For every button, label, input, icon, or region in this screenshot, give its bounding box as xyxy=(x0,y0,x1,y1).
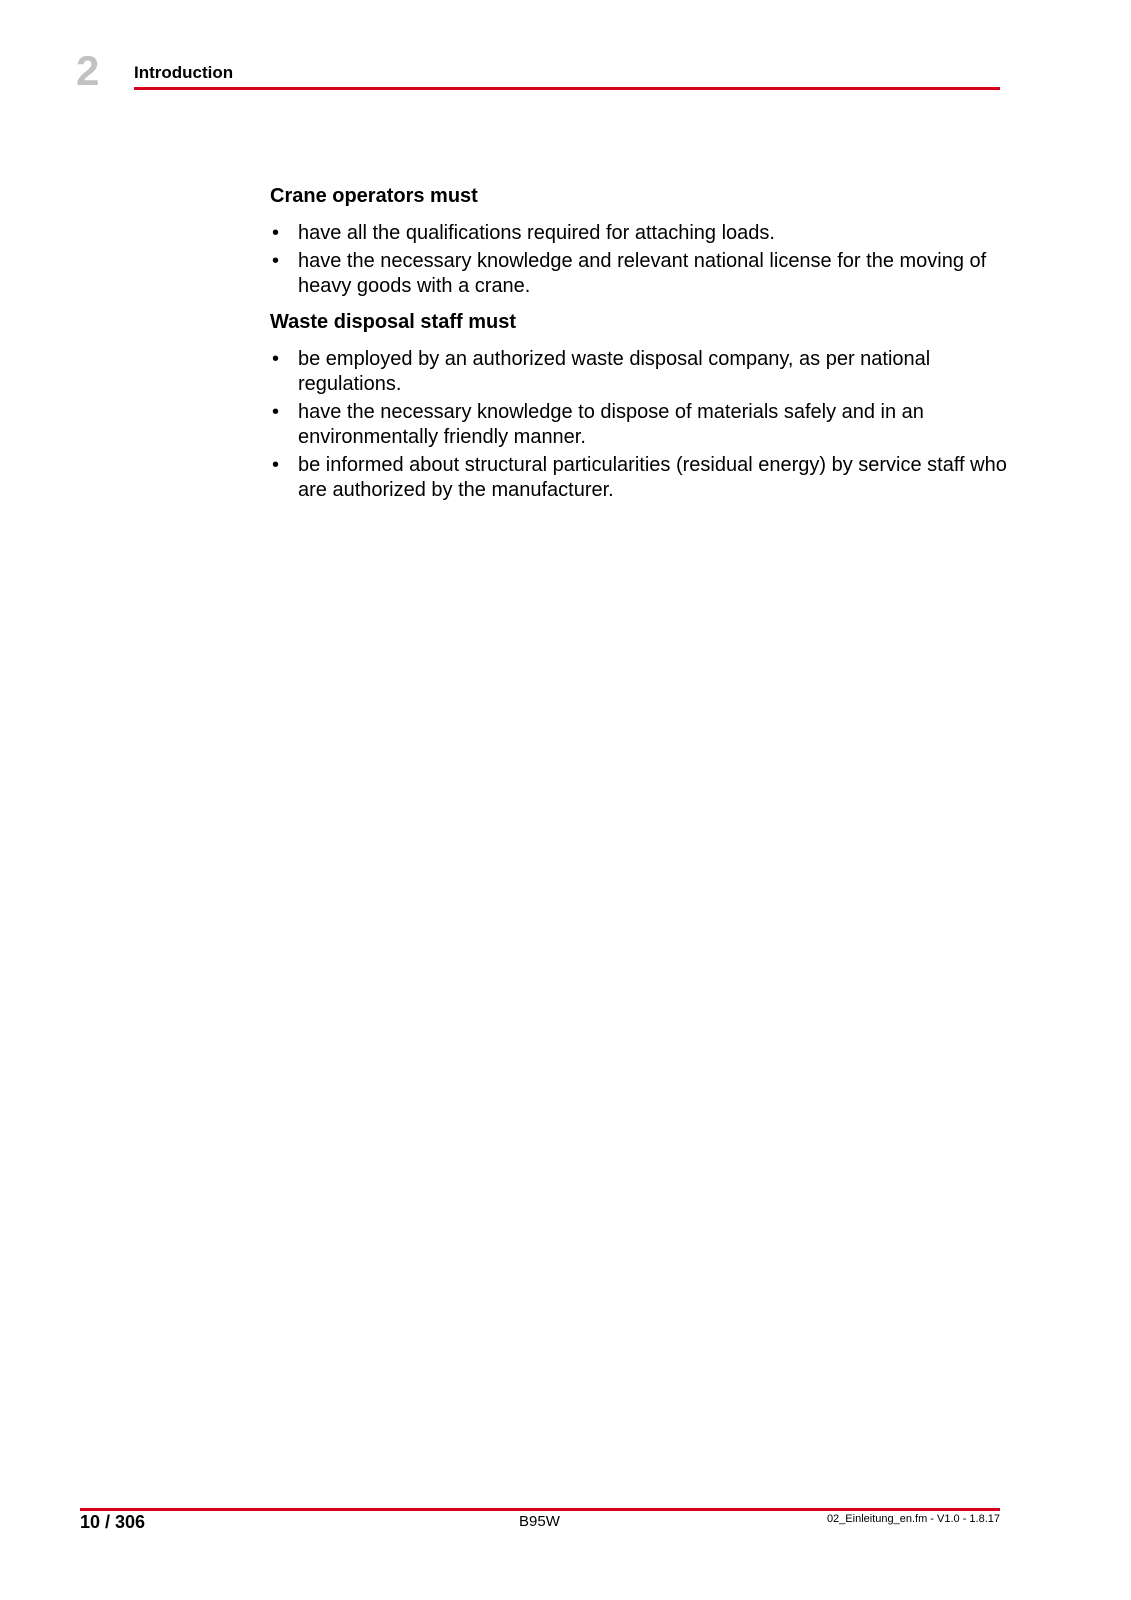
list-item xyxy=(270,347,1010,397)
list-item-text: have the necessary knowledge and relevant national license for the moving of heavy goods with a crane. xyxy=(298,250,987,297)
section-heading: Crane operators must xyxy=(270,185,478,207)
list-item-text: be informed about structural particularities (residual energy) by service staff who are authorized by the manufacturer. xyxy=(298,454,1007,501)
main-content xyxy=(270,183,1010,513)
list-item xyxy=(270,400,1010,450)
bullet-marker: • xyxy=(272,401,280,423)
file-info: 02_Einleitung_en.fm - V1.0 - 1.8.17 xyxy=(826,1513,1000,1525)
model-name: B95W xyxy=(519,1513,560,1530)
bullet-marker: • xyxy=(272,348,280,370)
page-header-title: Introduction xyxy=(134,63,234,82)
footer-divider xyxy=(80,1508,1000,1511)
chapter-number: 2 xyxy=(76,47,100,94)
bullet-marker: • xyxy=(272,222,280,244)
page-number: 10 / 306 xyxy=(80,1512,146,1532)
section-heading: Waste disposal staff must xyxy=(270,311,516,333)
list-item xyxy=(270,249,1010,299)
list-item-text: have the necessary knowledge to dispose of materials safely and in an environmentally friendly manner. xyxy=(298,401,924,448)
list-item-text: be employed by an authorized waste disposal company, as per national regulations. xyxy=(298,348,931,395)
bullet-marker: • xyxy=(272,454,280,476)
list-item xyxy=(270,453,1010,503)
bullet-list xyxy=(270,347,1010,503)
bullet-list xyxy=(270,221,1010,299)
bullet-marker: • xyxy=(272,250,280,272)
section-crane-operators xyxy=(270,183,1010,299)
header-divider xyxy=(134,87,1000,90)
list-item xyxy=(270,221,1010,246)
list-item-text: have all the qualifications required for attaching loads. xyxy=(298,222,775,244)
section-waste-disposal-staff xyxy=(270,309,1010,503)
